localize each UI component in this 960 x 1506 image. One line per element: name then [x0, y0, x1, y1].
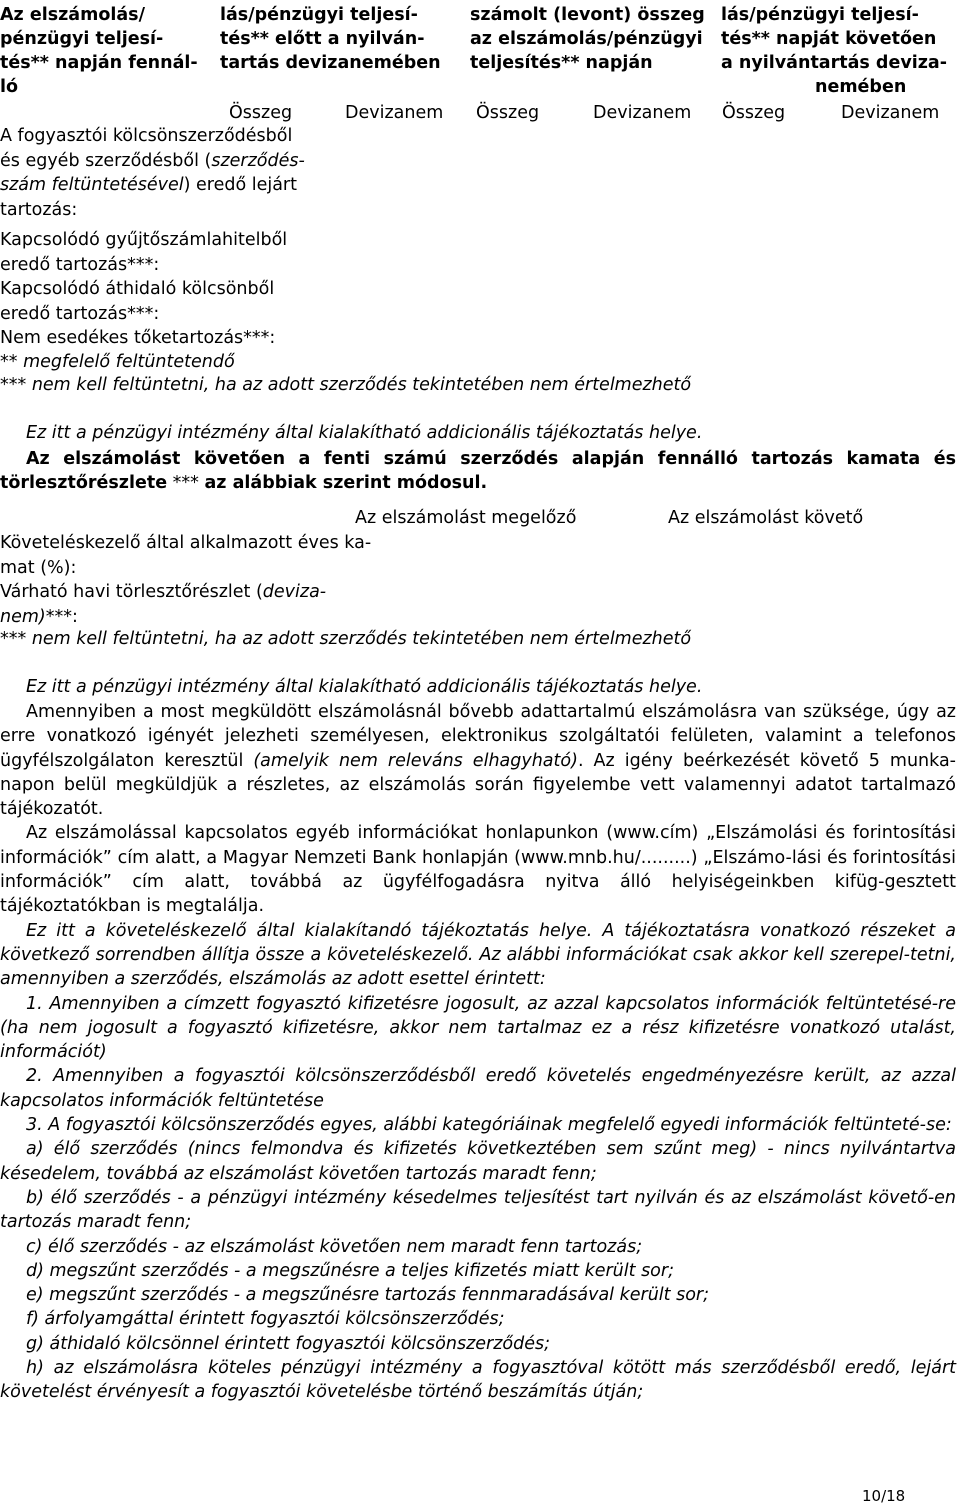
paragraph-collector-info: Ez itt a követeléskezelő által kialakítandó tájékoztatás helye. A tájékoztatásra vonatkozó részeket a következő sorrendben állítja össze a követeléskezelő. Az alábbi információkat csak akkor kell szerepel-tetni, amennyiben a szerződés, elszámolás az adott esettel érintett:: [0, 920, 956, 990]
table1-row-toketartozas: Nem esedékes tőketartozás***:: [0, 328, 276, 348]
list-item: 1. Amennyiben a címzett fogyasztó kifizetésre jogosult, az azzal kapcsolatos információk feltüntetésé-re (ha nem jogosult a fogyasztó kifizetésre, akkor nem tartalmaz ez a rész kifizetésre vonatkozó utalást, információt): [0, 993, 956, 1063]
subheader-devizanem-1: Devizanem: [345, 103, 444, 123]
paragraph-other-info: Az elszámolással kapcsolatos egyéb információkat honlapunkon (www.cím) „Elszámolási és forintosítási információk” cím alatt, a Magyar Nemzeti Bank honlapján (www.mnb.hu/.........) „Elszámo-lási és forintosítási információk” cím alatt, továbbá az ügyfélfogadásra nyitva álló helyiségeinkben kifüg-gesztett tájékoztatókban is megtalálja.: [0, 823, 956, 917]
table1-row-lejart-tartozas: A fogyasztói kölcsönszerződésből és egyéb szerződésből (szerződés- szám feltüntetésével) eredő lejárt tartozás:: [0, 126, 305, 220]
table1-header-col3: számolt (levont) összeg az elszámolás/pénzügyi teljesítés** napján: [470, 5, 705, 73]
subheader-devizanem-3: Devizanem: [841, 103, 940, 123]
table1-row-gyujtoszamlahitel: Kapcsolódó gyűjtőszámlahitelből eredő tartozás***:: [0, 230, 288, 275]
table1-header-col1: Az elszámolás/ pénzügyi teljesí- tés** napján fennál- ló: [0, 5, 198, 97]
modification-notice: Az elszámolást követően a fenti számú szerződés alapján fennálló tartozás kamata és törlesztőrészlete *** az alábbiak szerint módosul.: [0, 449, 956, 493]
paragraph-detailed-request: Amennyiben a most megküldött elszámolásnál bővebb adattartalmú elszámolásra van szüksége, úgy az erre vonatkozó igényét jelezheti személyesen, elektronikus szolgáltatói felületen, valamint a telefonos ügyfélszolgálaton keresztül (amelyik nem releváns elhagyható). Az igény beérkezését követő 5 munka-napon belül megküldjük a részletes, az elszámolás során figyelembe vett valamennyi adatot tartalmazó tájékozatót.: [0, 702, 956, 820]
list-item: h) az elszámolásra köteles pénzügyi intézmény a fogyasztóval kötött más szerződésből eredő, lejárt követelést érvényesít a fogyasztói követelésbe történő beszámítás útján;: [0, 1358, 956, 1403]
footnote-double-star: ** megfelelő feltüntetendő: [0, 352, 235, 372]
list-item: g) áthidaló kölcsönnel érintett fogyasztói kölcsönszerződés;: [26, 1333, 550, 1354]
info-text-2: Ez itt a pénzügyi intézmény által kialakítható addicionális tájékoztatás helye.: [26, 677, 703, 697]
list-item: f) árfolyamgáttal érintett fogyasztói kölcsönszerződés;: [26, 1309, 505, 1330]
table2-row-installment: Várható havi törlesztőrészlet (deviza- nem)***:: [0, 582, 327, 627]
list-item: b) élő szerződés - a pénzügyi intézmény késedelmes teljesítést tart nyilván és az elszámolást követő-en tartozás maradt fenn;: [0, 1187, 956, 1233]
body-text: [0, 700, 956, 1405]
list-item: a) élő szerződés (nincs felmondva és kifizetés következtében sem szűnt meg) - nincs nyilvántartva késedelem, továbbá az elszámolást követően tartozás maradt fenn;: [0, 1139, 956, 1184]
list-item: c) élő szerződés - az elszámolást követően nem maradt fenn tartozás;: [26, 1236, 643, 1257]
page-number: 10/18: [862, 1487, 906, 1505]
subheader-osszeg-3: Összeg: [722, 103, 786, 123]
table2-col-after: Az elszámolást követő: [668, 508, 864, 528]
list-item: 2. Amennyiben a fogyasztói kölcsönszerződésből eredő követelés engedményezésre került, az azzal kapcsolatos információk feltüntetése: [0, 1066, 956, 1111]
table2-row-interest: Követeléskezelő által alkalmazott éves ka- mat (%):: [0, 533, 372, 578]
subheader-osszeg-2: Összeg: [476, 103, 540, 123]
list-item: d) megszűnt szerződés - a megszűnésre a teljes kifizetés miatt került sor;: [26, 1260, 674, 1281]
list-item: 3. A fogyasztói kölcsönszerződés egyes, alábbi kategóriáinak megfelelő egyedi információk feltünteté-se:: [26, 1115, 952, 1136]
footnote-triple-star-2: *** nem kell feltüntetni, ha az adott szerződés tekintetében nem értelmezhető: [0, 629, 692, 649]
table1-row-athidalo-kolcson: Kapcsolódó áthidaló kölcsönből eredő tartozás***:: [0, 279, 275, 324]
list-item: e) megszűnt szerződés - a megszűnésre tartozás fennmaradásával került sor;: [26, 1285, 709, 1306]
table1-header-col2: lás/pénzügyi teljesí- tés** előtt a nyilván- tartás devizanemében: [220, 5, 441, 73]
info-text-1: Ez itt a pénzügyi intézmény által kialakítható addicionális tájékoztatás helye.: [26, 423, 703, 443]
footnote-triple-star-1: *** nem kell feltüntetni, ha az adott szerződés tekintetében nem értelmezhető: [0, 375, 692, 395]
subheader-devizanem-2: Devizanem: [593, 103, 692, 123]
table1-header-col4: lás/pénzügyi teljesí- tés** napját követően a nyilvántartás deviza- nemében: [721, 5, 947, 97]
table2-col-before: Az elszámolást megelőző: [355, 508, 577, 528]
subheader-osszeg-1: Összeg: [229, 103, 293, 123]
